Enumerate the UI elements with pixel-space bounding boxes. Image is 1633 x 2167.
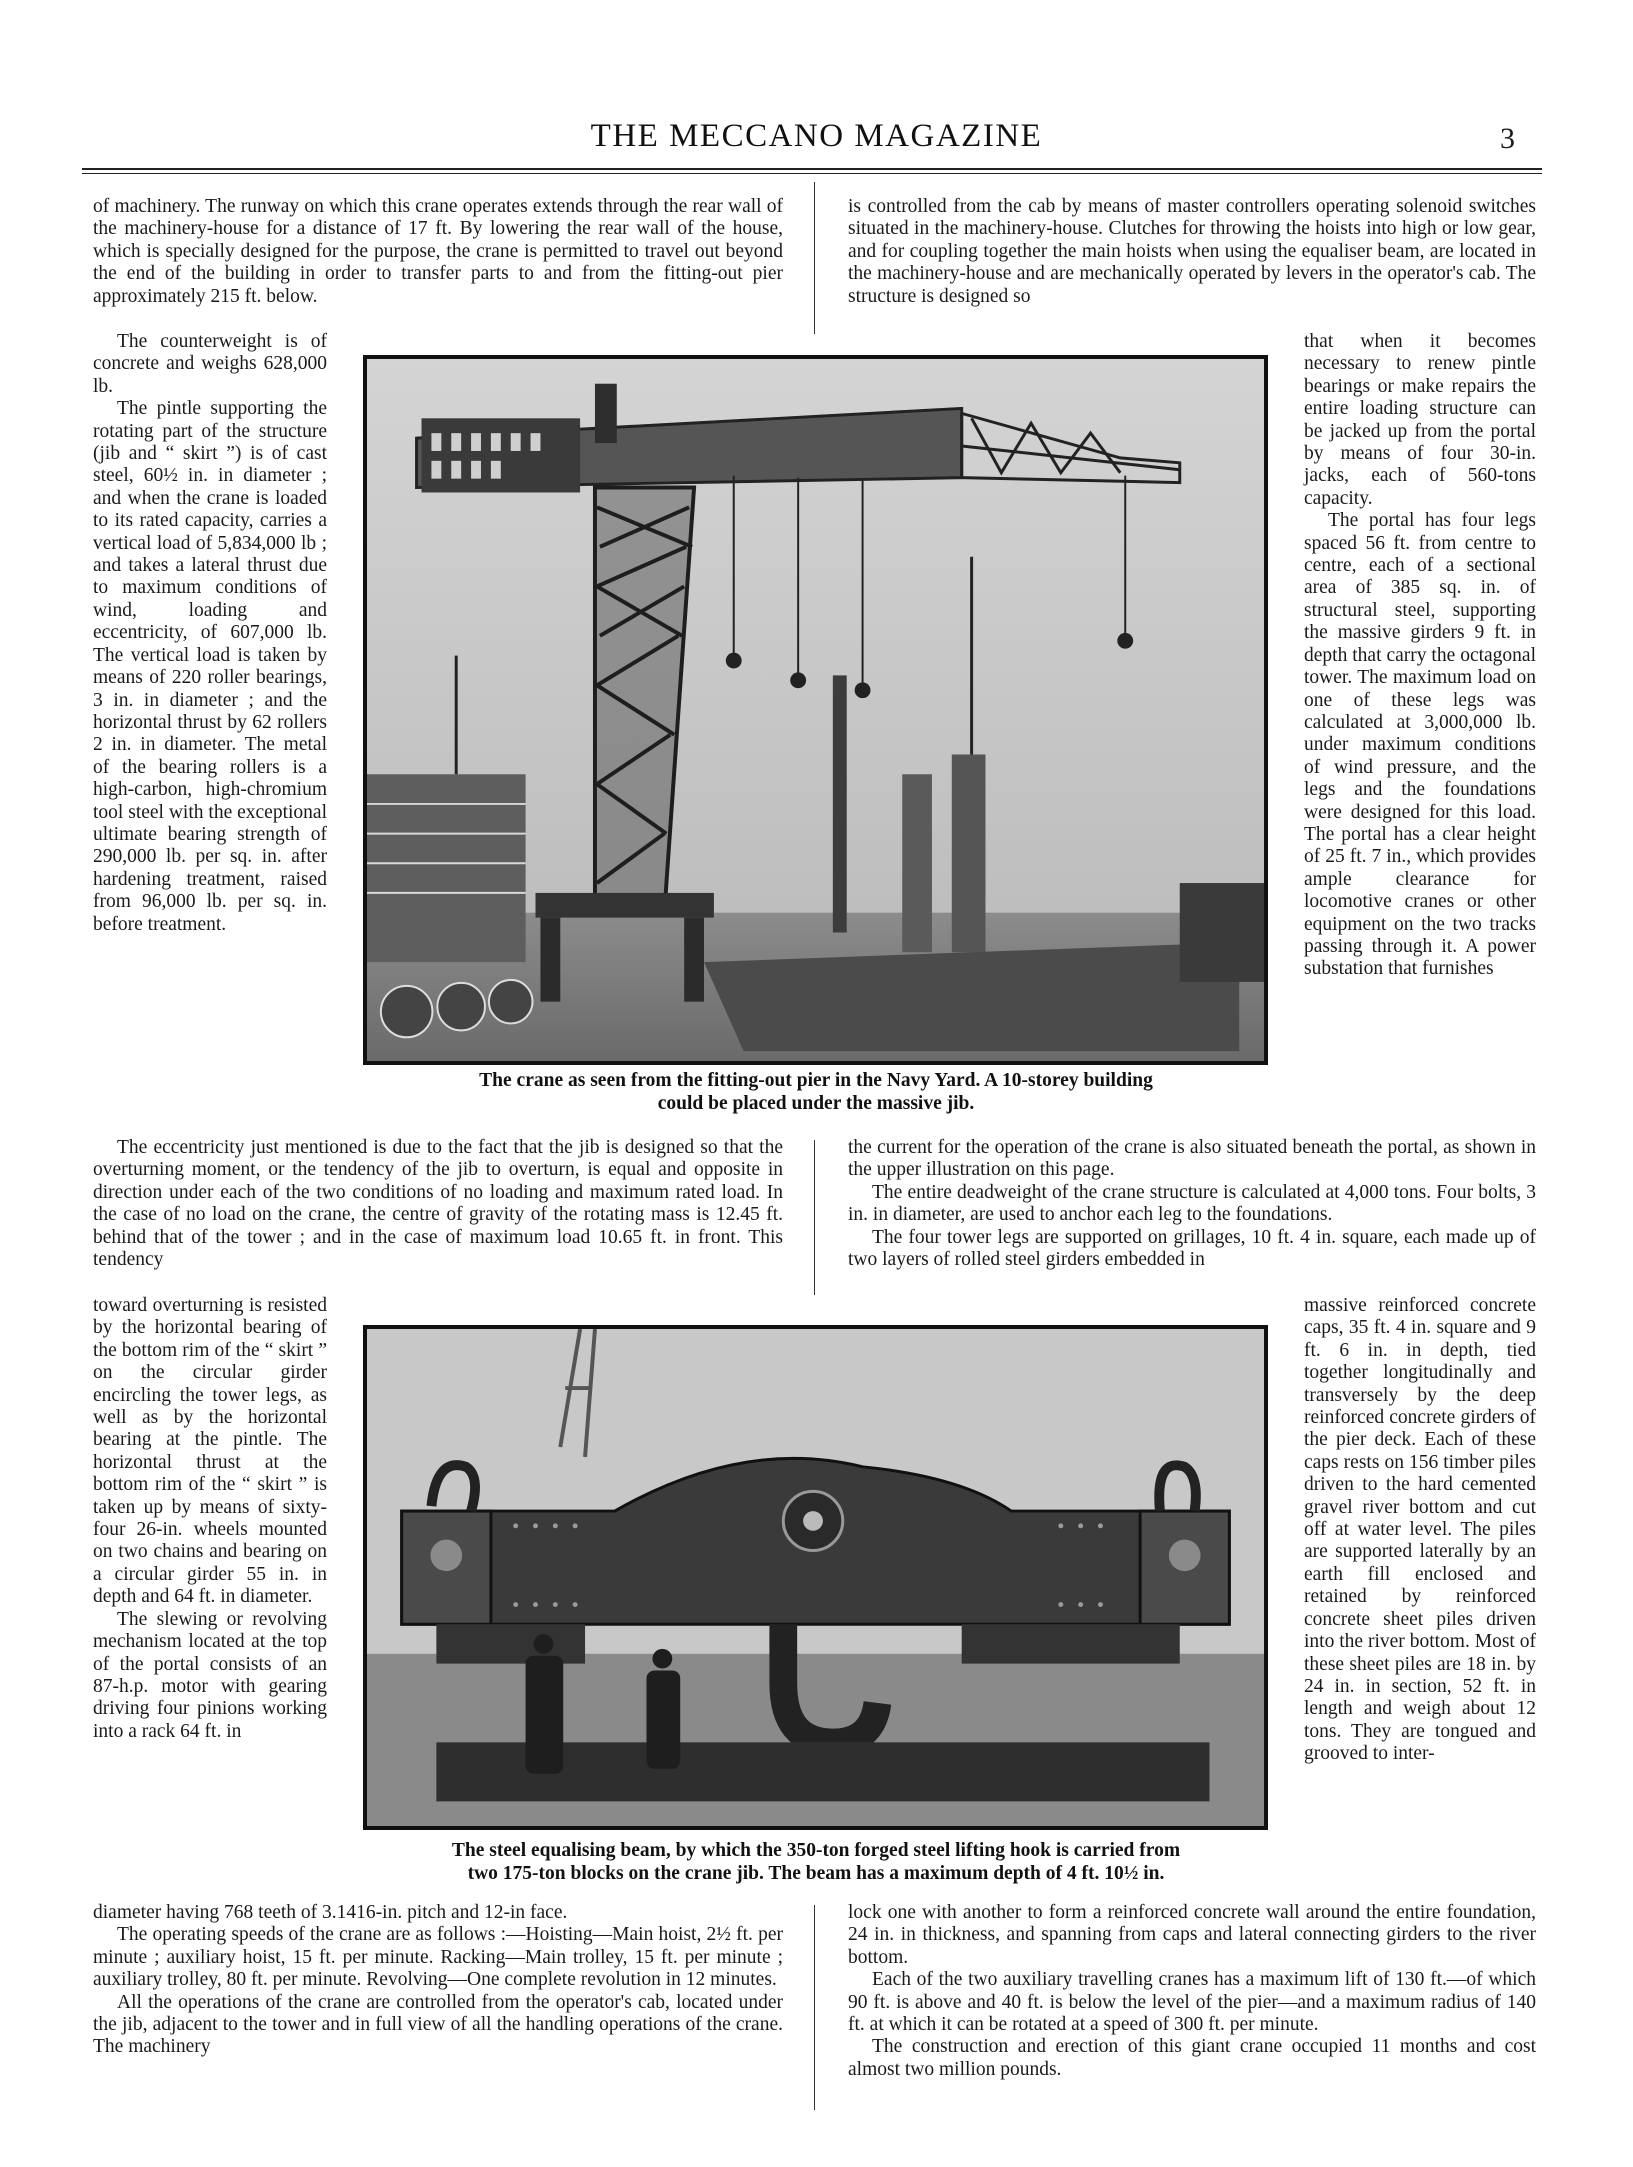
column-divider-top (814, 182, 815, 334)
equalising-beam-caption (355, 1840, 1277, 1885)
paragraph: is controlled from the cab by means of master controllers operating solenoid switches situated in the machinery-house. Clutches for throwing the hoists into high or low gear, and for coupling together the main hoists when using the equaliser beam, are located in the machinery-house and are mechanically operated by levers in the operator's cab. The structure is designed so (848, 196, 1536, 307)
paragraph: that when it becomes necessary to renew pintle bearings or make repairs the entire loading structure can be jacked up from the portal by means of four 30-in. jacks, each of 560-tons capacity. (1304, 331, 1536, 509)
text-narrow-right-2 (1304, 1295, 1536, 1766)
paragraph: Each of the two auxiliary travelling cranes has a maximum lift of 130 ft.—of which 90 ft. is above and 40 ft. is below the level of the pier—and a maximum radius of 140 ft. at which it can be rotated at a speed of 300 ft. per minute. (848, 1969, 1536, 2036)
column-divider-middle (814, 1140, 815, 1295)
header-rule-thin (82, 173, 1542, 174)
paragraph: The eccentricity just mentioned is due to the fact that the jib is designed so that the overturning moment, or the tendency of the jib to overturn, is equal and opposite in direction under each of the two conditions of no loading and maximum rated load. In the case of no load on the crane, the centre of gravity of the rotating mass is 12.45 ft. behind that of the tower ; and in the case of maximum load 10.65 ft. in front. This tendency (93, 1137, 783, 1271)
paragraph: toward overturning is resisted by the horizontal bearing of the bottom rim of the “ skirt ” on the circular girder encircling the tower legs, as well as by the horizontal bearing at the pintle. The horizontal thrust at the bottom rim of the “ skirt ” is taken up by means of sixty-four 26-in. wheels mounted on two chains and bearing on a circular girder 55 in. in depth and 64 ft. in diameter. (93, 1295, 327, 1608)
paragraph: The entire deadweight of the crane structure is calculated at 4,000 tons. Four bolts, 3 in. in diameter, are used to anchor each leg to the foundations. (848, 1181, 1536, 1226)
paragraph: The construction and erection of this giant crane occupied 11 months and cost almost two million pounds. (848, 2036, 1536, 2080)
text-top-left (93, 196, 783, 308)
paragraph: of machinery. The runway on which this crane operates extends through the rear wall of the machinery-house for a distance of 17 ft. By lowering the rear wall of the house, which is specially designed for the purpose, the crane is permitted to travel out beyond the end of the building in order to transfer parts to and from the fitting-out pier approximately 215 ft. below. (93, 196, 783, 307)
paragraph: The four tower legs are supported on grillages, 10 ft. 4 in. square, each made up of two layers of rolled steel girders embedded in (848, 1226, 1536, 1271)
caption-line: The crane as seen from the fitting-out pier in the Navy Yard. A 10-storey building (479, 1070, 1153, 1091)
text-bottom-right (848, 1902, 1536, 2081)
column-divider-bottom (814, 1905, 815, 2110)
paragraph: All the operations of the crane are controlled from the operator's cab, located under the jib, adjacent to the tower and in full view of all the handling operations of the crane. The machinery (93, 1991, 783, 2058)
text-bottom-left (93, 1902, 783, 2059)
caption-line: two 175-ton blocks on the crane jib. The beam has a maximum depth of 4 ft. 10½ in. (467, 1862, 1165, 1884)
paragraph: The pintle supporting the rotating part of the structure (jib and “ skirt ”) is of cast steel, 60½ in. in diameter ; and when the crane is loaded to its rated capacity, carries a vertical load of 5,834,000 lb ; and takes a lateral thrust due to maximum conditions of wind, loading and eccentricity, of 607,000 lb. The vertical load is taken by means of 220 roller bearings, 3 in. in diameter ; and the horizontal thrust by 62 rollers 2 in. in diameter. The metal of the bearing rollers is a high-carbon, high-chromium tool steel with the exceptional ultimate bearing strength of 290,000 lb. per sq. in. after hardening treatment, raised from 96,000 lb. per sq. in. before treatment. (93, 398, 327, 935)
paragraph: The portal has four legs spaced 56 ft. from centre to centre, each of a sectional area of 385 sq. in. of structural steel, supporting the massive girders 9 ft. in depth that carry the octagonal tower. The maximum load on one of these legs was calculated at 3,000,000 lb. under maximum conditions of wind pressure, and the legs and the foundations were designed for this load. The portal has a clear height of 25 ft. 7 in., which provides ample clearance for locomotive cranes or other equipment on the two tracks passing through it. A power substation that furnishes (1304, 510, 1536, 980)
crane-photo-caption (355, 1070, 1277, 1115)
paragraph: The operating speeds of the crane are as follows :—Hoisting—Main hoist, 2½ ft. per minute ; auxiliary hoist, 15 ft. per minute. Racking—Main trolley, 15 ft. per minute ; auxiliary trolley, 80 ft. per minute. Revolving—One complete revolution in 12 minutes. (93, 1924, 783, 1991)
paragraph: massive reinforced concrete caps, 35 ft. 4 in. square and 9 ft. 6 in. in depth, tied together longitudinally and transversely by the deep reinforced concrete girders of the pier deck. Each of these caps rests on 156 timber piles driven to the hard cemented gravel river bottom and cut off at water level. The piles are supported laterally by an earth fill enclosed and retained by reinforced concrete sheet piles driven into the river bottom. Most of these sheet piles are 18 in. by 24 in. in section, 52 ft. in length and weigh about 12 tons. They are tongued and grooved to inter- (1304, 1295, 1536, 1765)
page-number: 3 (1500, 122, 1515, 155)
text-middle-left (93, 1137, 783, 1271)
caption-line: could be placed under the massive jib. (657, 1092, 975, 1114)
paragraph: The counterweight is of concrete and weighs 628,000 lb. (93, 331, 327, 397)
caption-line: The steel equalising beam, by which the 350-ton forged steel lifting hook is carried from (451, 1840, 1181, 1861)
paragraph: the current for the operation of the crane is also situated beneath the portal, as shown in the upper illustration on this page. (848, 1137, 1536, 1181)
equalising-beam-photo (363, 1325, 1268, 1830)
text-middle-right (848, 1137, 1536, 1271)
magazine-title: THE MECCANO MAGAZINE (590, 118, 1043, 154)
text-narrow-left-2 (93, 1295, 327, 1743)
text-narrow-left-1 (93, 331, 327, 936)
paragraph: diameter having 768 teeth of 3.1416-in. pitch and 12-in face. (93, 1902, 568, 1923)
header-rule (82, 168, 1542, 170)
crane-photo (363, 355, 1268, 1065)
text-top-right (848, 196, 1536, 308)
paragraph: The slewing or revolving mechanism located at the top of the portal consists of an 87-h.p. motor with gearing driving four pinions working into a rack 64 ft. in (93, 1608, 327, 1742)
paragraph: lock one with another to form a reinforced concrete wall around the entire foundation, 24 in. in thickness, and spanning from caps and lateral connecting girders to the river bottom. (848, 1902, 1536, 1968)
text-narrow-right-1 (1304, 331, 1536, 981)
